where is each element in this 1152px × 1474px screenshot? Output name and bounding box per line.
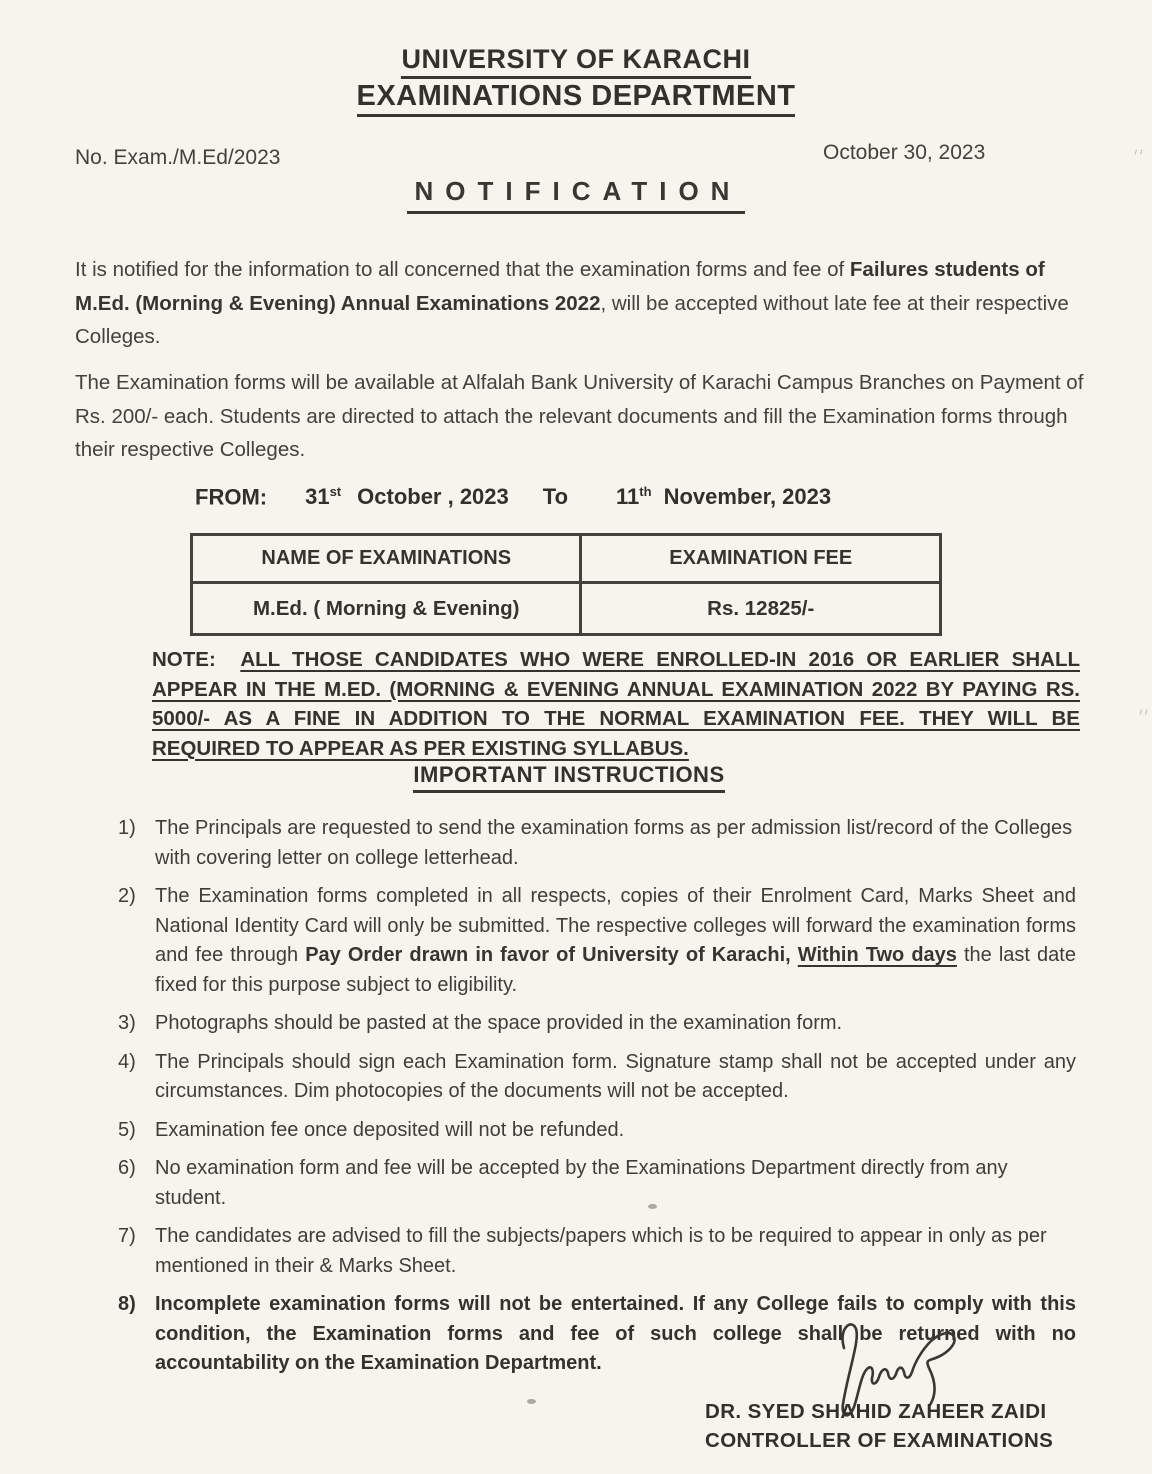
from-ordinal: st	[329, 484, 342, 499]
instruction-item-2	[118, 882, 1076, 1000]
instruction-item-6	[118, 1154, 1076, 1213]
instruction-number: 5)	[118, 1118, 136, 1141]
to-label: To	[542, 484, 569, 510]
instruction-2-bold: Pay Order drawn in favor of University of Karachi,	[305, 944, 798, 966]
instruction-2-normal-1: The Examination forms completed in all respects, copies of their Enrolment Card, Marks Sheet and National Identity Card will only be submitted. The respective colleges will forward the examination forms and fee through	[155, 885, 1076, 966]
instruction-item-5	[118, 1116, 1076, 1146]
instructions-heading-text: IMPORTANT INSTRUCTIONS	[413, 762, 724, 793]
department-title	[0, 80, 1152, 117]
instruction-number: 2)	[118, 885, 136, 907]
intro-text-bold: Failures students of M.Ed. (Morning & Evening) Annual Examinations 2022	[75, 258, 1045, 315]
to-ordinal: th	[639, 484, 652, 499]
instructions-list	[118, 814, 1076, 1388]
fee-table	[190, 533, 942, 636]
from-label: FROM:	[195, 484, 268, 510]
department-title-text: EXAMINATIONS DEPARTMENT	[357, 80, 796, 117]
fee-table-row	[192, 583, 941, 635]
fee-table-cell-name: M.Ed. ( Morning & Evening)	[192, 583, 581, 635]
fee-table-header-name: NAME OF EXAMINATIONS	[192, 535, 581, 583]
instruction-item-1	[118, 814, 1076, 873]
university-title-text: UNIVERSITY OF KARACHI	[401, 44, 750, 79]
instruction-number: 8)	[118, 1293, 136, 1315]
scan-artifact	[1134, 150, 1142, 155]
instruction-number: 4)	[118, 1050, 136, 1073]
note-text: ALL THOSE CANDIDATES WHO WERE ENROLLED-IN 2016 OR EARLIER SHALL APPEAR IN THE M.ED. (MORNING & EVENING ANNUAL EXAMINATION 2022 BY PAYING RS. 5000/- AS A FINE IN ADDITION TO THE NORMAL EXAMINATION FEE. THEY WILL BE REQUIRED TO APPEAR AS PER EXISTING SYLLABUS.	[152, 648, 1080, 760]
instruction-text: Examination fee once deposited will not be refunded.	[155, 1118, 625, 1141]
intro-paragraph	[75, 253, 1085, 354]
instruction-text: The candidates are advised to fill the subjects/papers which is to be required to appear in only as per mentioned in their & Marks Sheet.	[155, 1225, 1047, 1277]
intro-text-2: , will be accepted without late fee at their respective Colleges.	[75, 291, 1069, 348]
scan-artifact	[1139, 710, 1147, 715]
instruction-text	[155, 882, 1076, 1000]
fee-table-header-fee: EXAMINATION FEE	[581, 535, 941, 583]
instruction-item-3	[118, 1009, 1076, 1039]
document-date: October 30, 2023	[823, 141, 986, 164]
instruction-text: No examination form and fee will be accepted by the Examinations Department directly from any student.	[155, 1157, 1008, 1209]
note-paragraph	[152, 645, 1080, 763]
from-day: 31	[305, 484, 330, 510]
notification-heading-text: NOTIFICATION	[407, 176, 746, 214]
instruction-number: 1)	[118, 817, 136, 839]
notification-heading	[0, 176, 1152, 214]
instruction-text: The Principals are requested to send the examination forms as per admission list/record of the Colleges with covering letter on college letterhead.	[155, 817, 1073, 869]
to-day: 11	[616, 484, 640, 510]
instruction-2-normal-2: the last date fixed for this purpose subject to eligibility.	[155, 944, 1076, 996]
instruction-text: Photographs should be pasted at the space provided in the examination form.	[155, 1012, 843, 1034]
scan-artifact	[648, 1204, 657, 1209]
scan-artifact	[527, 1399, 536, 1404]
signatory-title: CONTROLLER OF EXAMINATIONS	[705, 1429, 1054, 1452]
instruction-item-4	[118, 1048, 1076, 1107]
instruction-text: Incomplete examination forms will not be entertained. If any College fails to comply with this condition, the Examination forms and fee of such college shall be returned with no accountability on the Examination Department.	[155, 1293, 1076, 1374]
signatory-name: DR. SYED SHAHID ZAHEER ZAIDI	[705, 1400, 1047, 1423]
availability-paragraph: The Examination forms will be available at Alfalah Bank University of Karachi Campus Branches on Payment of Rs. 200/- each. Students are directed to attach the relevant documents and fill the Examination forms through their respective Colleges.	[75, 371, 1084, 461]
instruction-number: 3)	[118, 1012, 136, 1034]
schedule-line	[195, 484, 831, 510]
fee-table-header-row	[192, 535, 941, 583]
from-month: October , 2023	[357, 484, 509, 510]
intro-text-1: It is notified for the information to all concerned that the examination forms and fee of	[75, 258, 850, 281]
note-label: NOTE:	[152, 648, 216, 671]
university-title	[0, 44, 1152, 79]
instruction-item-7	[118, 1222, 1076, 1281]
instruction-number: 6)	[118, 1157, 136, 1179]
instructions-heading	[0, 762, 1138, 793]
instruction-text: The Principals should sign each Examination form. Signature stamp shall not be accepted under any circumstances. Dim photocopies of the documents will not be accepted.	[155, 1050, 1076, 1102]
to-month: November, 2023	[663, 484, 832, 510]
reference-number: No. Exam./M.Ed/2023	[75, 146, 281, 169]
instruction-2-bold-underlined: Within Two days	[797, 944, 957, 966]
instruction-number: 7)	[118, 1225, 136, 1247]
fee-table-cell-fee: Rs. 12825/-	[581, 583, 941, 635]
